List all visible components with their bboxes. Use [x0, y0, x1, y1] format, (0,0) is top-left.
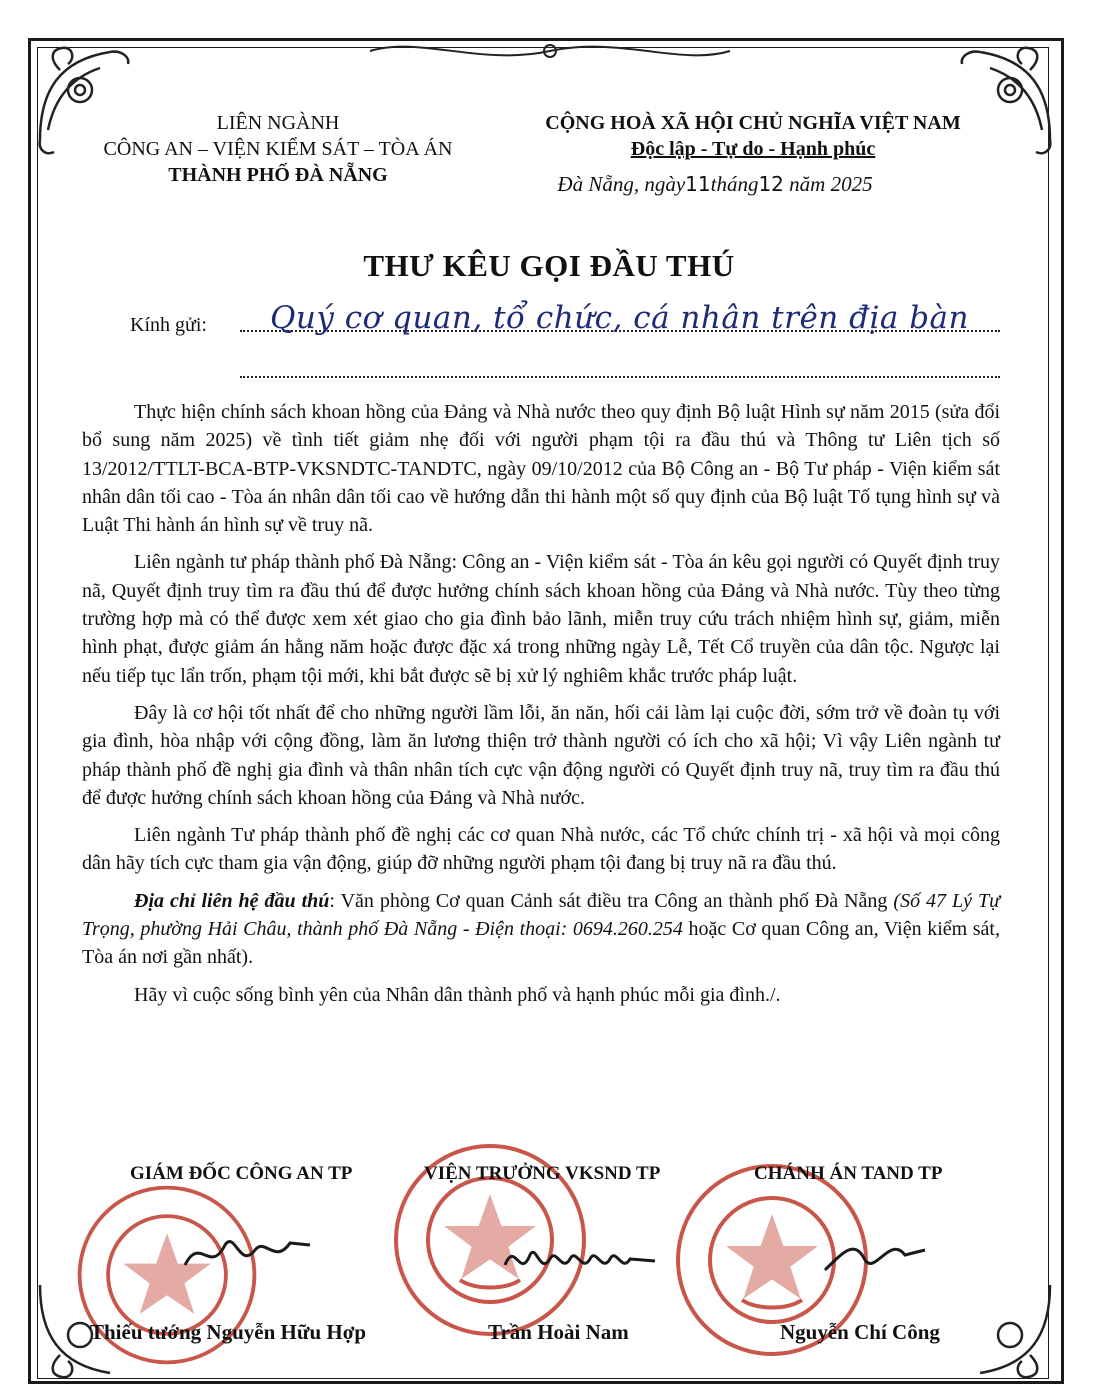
signatory-name-court: Nguyễn Chí Công	[780, 1320, 940, 1344]
closing-line: Hãy vì cuộc sống bình yên của Nhân dân thành phố và hạnh phúc mỗi gia đình./.	[134, 983, 781, 1006]
contact-label: Địa chỉ liên hệ đầu thú	[134, 889, 330, 912]
date-month: 12	[758, 172, 784, 196]
country-name: CỘNG HOÀ XÃ HỘI CHỦ NGHĨA VIỆT NAM	[545, 112, 961, 134]
dotted-line	[240, 376, 1000, 378]
paragraph: Liên ngành Tư pháp thành phố đề nghị các cơ quan Nhà nước, các Tổ chức chính trị - xã hội và mọi công dân hãy tích cực tham gia vận động, giúp đỡ những người phạm tội đang bị truy nã ra đầu thú.	[82, 824, 1000, 875]
signatory-name-procuracy: Trần Hoài Nam	[488, 1320, 629, 1344]
top-ornament-icon	[360, 36, 740, 66]
paragraph: Đây là cơ hội tốt nhất để cho những người lầm lỗi, ăn năn, hối cải làm lại cuộc đời, sớm trở về đoàn tụ với gia đình, hòa nhập với cộng đồng, làm ăn lương thiện trở thành người có ích cho xã hội; Vì vậy Liên ngành tư pháp thành phố đề nghị gia đình và thân nhân tích cực vận động người có Quyết định truy nã, truy tìm ra đầu thú để được hưởng chính sách khoan hồng của Đảng và Nhà nước.	[82, 701, 1000, 809]
signatory-title-police: GIÁM ĐỐC CÔNG AN TP	[130, 1163, 353, 1184]
authority-line-3: THÀNH PHỐ ĐÀ NẴNG	[168, 164, 388, 186]
signatory-title-court: CHÁNH ÁN TAND TP	[754, 1163, 943, 1184]
issuing-authority	[78, 110, 478, 188]
signature-1	[180, 1225, 320, 1285]
contact-address: (Số 47 Lý Tự Trọng, phường Hải Châu, thành phố Đà Nẵng - Điện thoại: 0694.260.254	[82, 889, 1000, 941]
authority-line-1: LIÊN NGÀNH	[216, 112, 340, 134]
date-day: 11	[685, 172, 711, 196]
signature-2	[500, 1235, 660, 1285]
national-title	[488, 110, 1018, 162]
recipient-label: Kính gửi:	[130, 314, 207, 336]
date-year: năm 2025	[789, 172, 873, 196]
paragraph: Liên ngành tư pháp thành phố Đà Nẵng: Công an - Viện kiểm sát - Tòa án kêu gọi người có Quyết định truy nã, Quyết định truy tìm ra đầu thú để được hưởng chính sách khoan hồng của Đảng và Nhà nước. Tùy theo từng trường hợp mà có thể được xem xét giao cho gia đình bảo lãnh, miễn truy cứu trách nhiệm hình sự, giảm, miễn hình phạt, được giảm án hằng năm hoặc được đặc xá trong những ngày Lễ, Tết Cổ truyền của dân tộc. Ngược lại nếu tiếp tục lẩn trốn, phạm tội mới, khi bắt được sẽ bị xử lý nghiêm khắc trước pháp luật.	[82, 551, 1000, 687]
signatory-titles	[100, 1163, 1000, 1193]
letter-body	[82, 398, 1000, 1009]
signature-3	[820, 1230, 930, 1280]
recipient-handwritten: Quý cơ quan, tổ chức, cá nhân trên địa bàn	[270, 300, 969, 336]
contact-text: : Văn phòng Cơ quan Cảnh sát điều tra Công an thành phố Đà Nẵng	[329, 889, 894, 912]
contact-paragraph	[82, 887, 1000, 972]
signatory-title-procuracy: VIỆN TRƯỞNG VKSND TP	[424, 1163, 661, 1184]
issue-date	[500, 172, 930, 197]
paragraph: Thực hiện chính sách khoan hồng của Đảng và Nhà nước theo quy định Bộ luật Hình sự năm 2015 (sửa đổi bổ sung năm 2025) về tình tiết giảm nhẹ đối với người phạm tội ra đầu thú và Thông tư Liên tịch số 13/2012/TTLT-BCA-BTP-VKSNDTC-TANDTC, ngày 09/10/2012 của Bộ Công an - Bộ Tư pháp - Viện kiểm sát nhân dân tối cao - Tòa án nhân dân tối cao về hướng dẫn thi hành một số quy định của Bộ luật Tố tụng hình sự và Luật Thi hành án hình sự về truy nã.	[82, 401, 1000, 537]
document-title: THƯ KÊU GỌI ĐẦU THÚ	[363, 248, 735, 283]
signatory-name-police: Thiếu tướng Nguyễn Hữu Hợp	[90, 1320, 367, 1344]
authority-line-2: CÔNG AN – VIỆN KIỂM SÁT – TÒA ÁN	[103, 138, 453, 160]
recipient-row	[130, 300, 1000, 340]
date-month-word: tháng	[710, 172, 759, 196]
contact-text-2: hoặc Cơ quan Công an, Viện kiểm sát, Tòa án nơi gần nhất).	[82, 918, 1000, 969]
national-motto: Độc lập - Tự do - Hạnh phúc	[630, 138, 876, 160]
date-prefix: Đà Nẵng, ngày	[557, 172, 686, 196]
signatory-names	[90, 1320, 990, 1350]
